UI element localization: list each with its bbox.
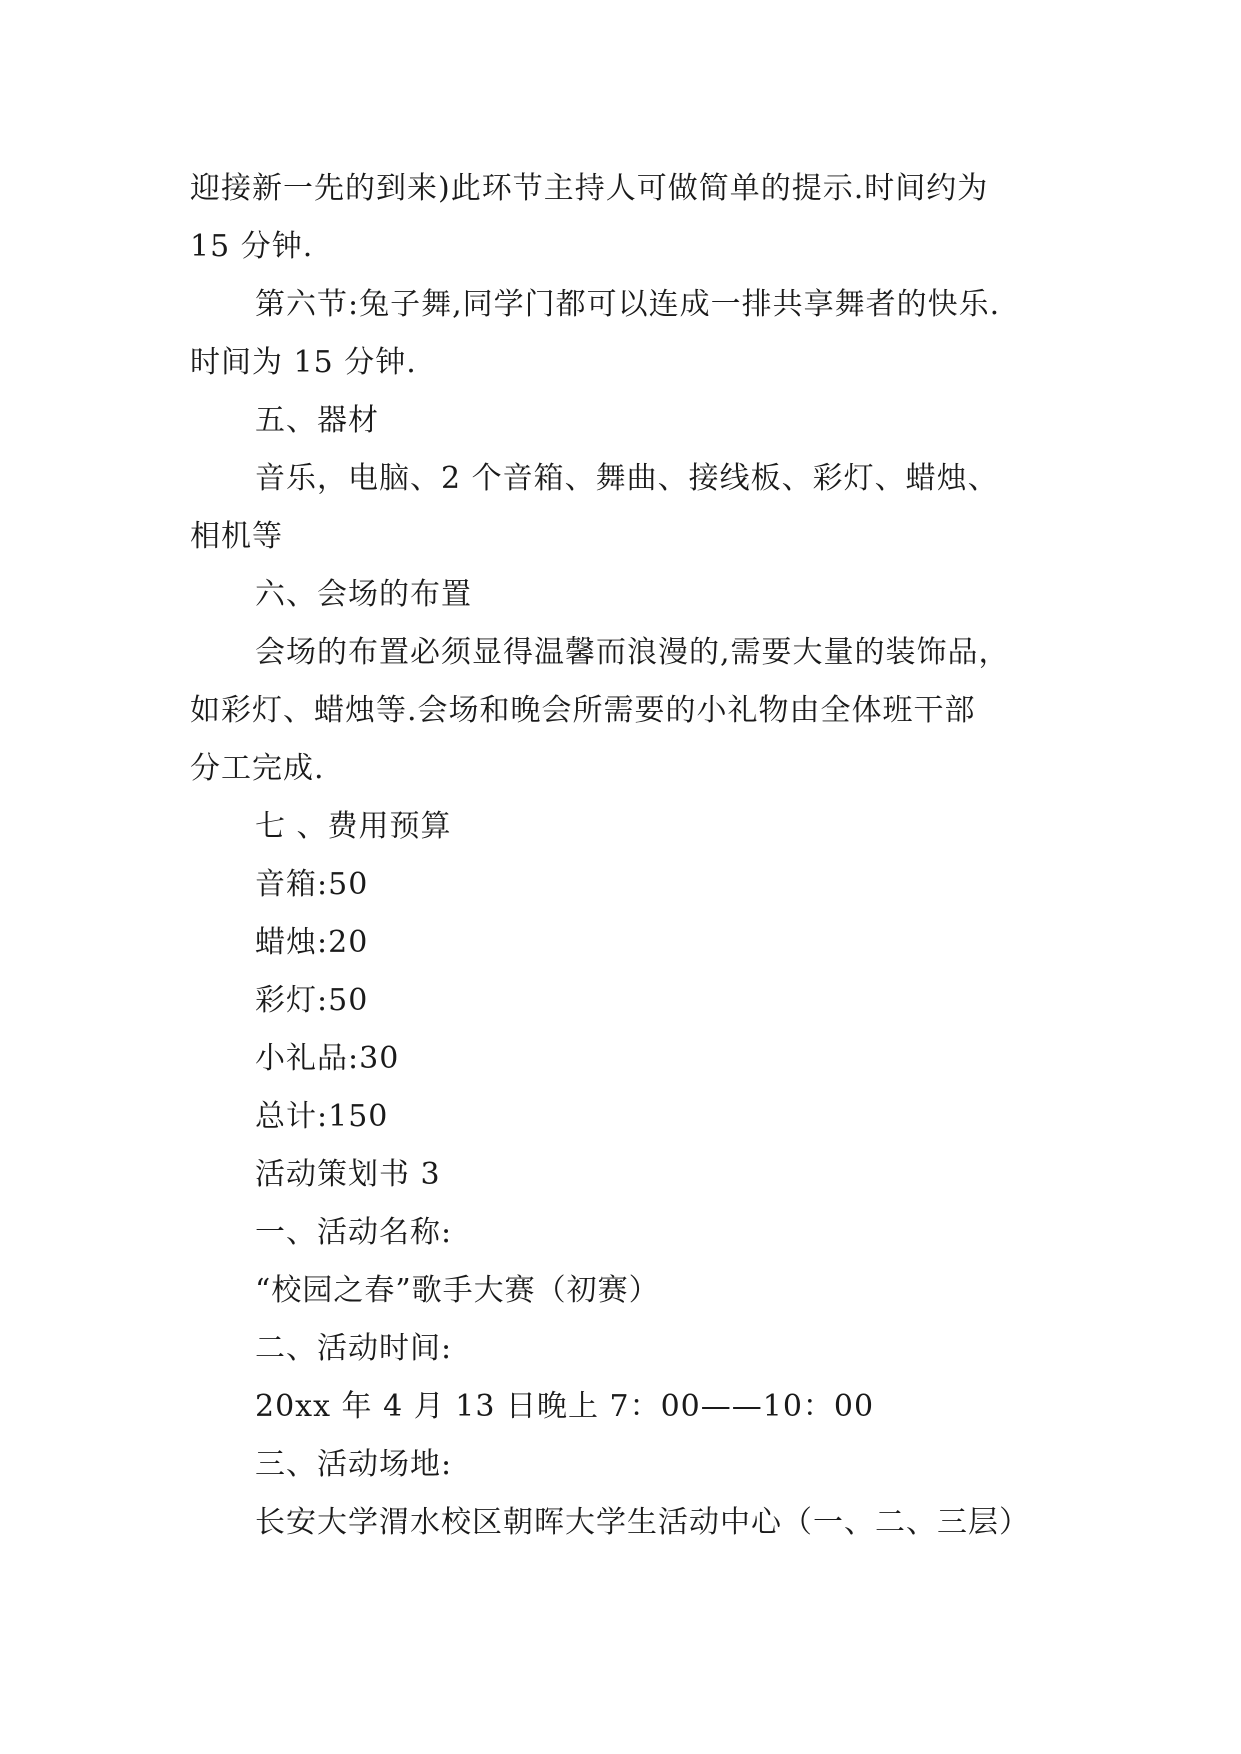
text-line-1: 迎接新一先的到来)此环节主持人可做简单的提示.时间约为 <box>190 171 989 206</box>
budget-item-gifts: 小礼品:30 <box>255 1041 400 1076</box>
budget-item-lights: 彩灯:50 <box>255 983 369 1018</box>
text-line-9: 会场的布置必须显得温馨而浪漫的,需要大量的装饰品， <box>255 635 1010 670</box>
text-line-4: 时间为 15 分钟. <box>190 345 417 380</box>
activity-time: 20xx 年 4 月 13 日晚上 7：00——10：00 <box>255 1389 875 1424</box>
section-heading-venue-layout: 六、会场的布置 <box>255 577 472 612</box>
text-line-2: 15 分钟. <box>190 229 314 264</box>
text-line-7: 相机等 <box>190 519 283 554</box>
text-line-6: 音乐，电脑、2 个音箱、舞曲、接线板、彩灯、蜡烛、 <box>255 461 999 496</box>
section-heading-activity-time: 二、活动时间: <box>255 1331 453 1366</box>
text-line-3: 第六节:兔子舞,同学门都可以连成一排共享舞者的快乐. <box>255 287 1001 322</box>
activity-name: “校园之春”歌手大赛（初赛） <box>255 1273 660 1308</box>
section-heading-budget: 七 、费用预算 <box>255 809 452 844</box>
budget-total: 总计:150 <box>255 1099 389 1134</box>
budget-item-candles: 蜡烛:20 <box>255 925 369 960</box>
activity-venue: 长安大学渭水校区朝晖大学生活动中心（一、二、三层） <box>255 1505 1030 1540</box>
text-line-11: 分工完成. <box>190 751 325 786</box>
section-heading-activity-venue: 三、活动场地: <box>255 1447 453 1482</box>
budget-item-speakers: 音箱:50 <box>255 867 369 902</box>
text-line-10: 如彩灯、蜡烛等.会场和晚会所需要的小礼物由全体班干部 <box>190 693 976 728</box>
section-heading-activity-name: 一、活动名称: <box>255 1215 453 1250</box>
section-heading-equipment: 五、器材 <box>255 403 379 438</box>
document-body <box>190 160 1060 1552</box>
plan-title: 活动策划书 3 <box>255 1157 441 1192</box>
